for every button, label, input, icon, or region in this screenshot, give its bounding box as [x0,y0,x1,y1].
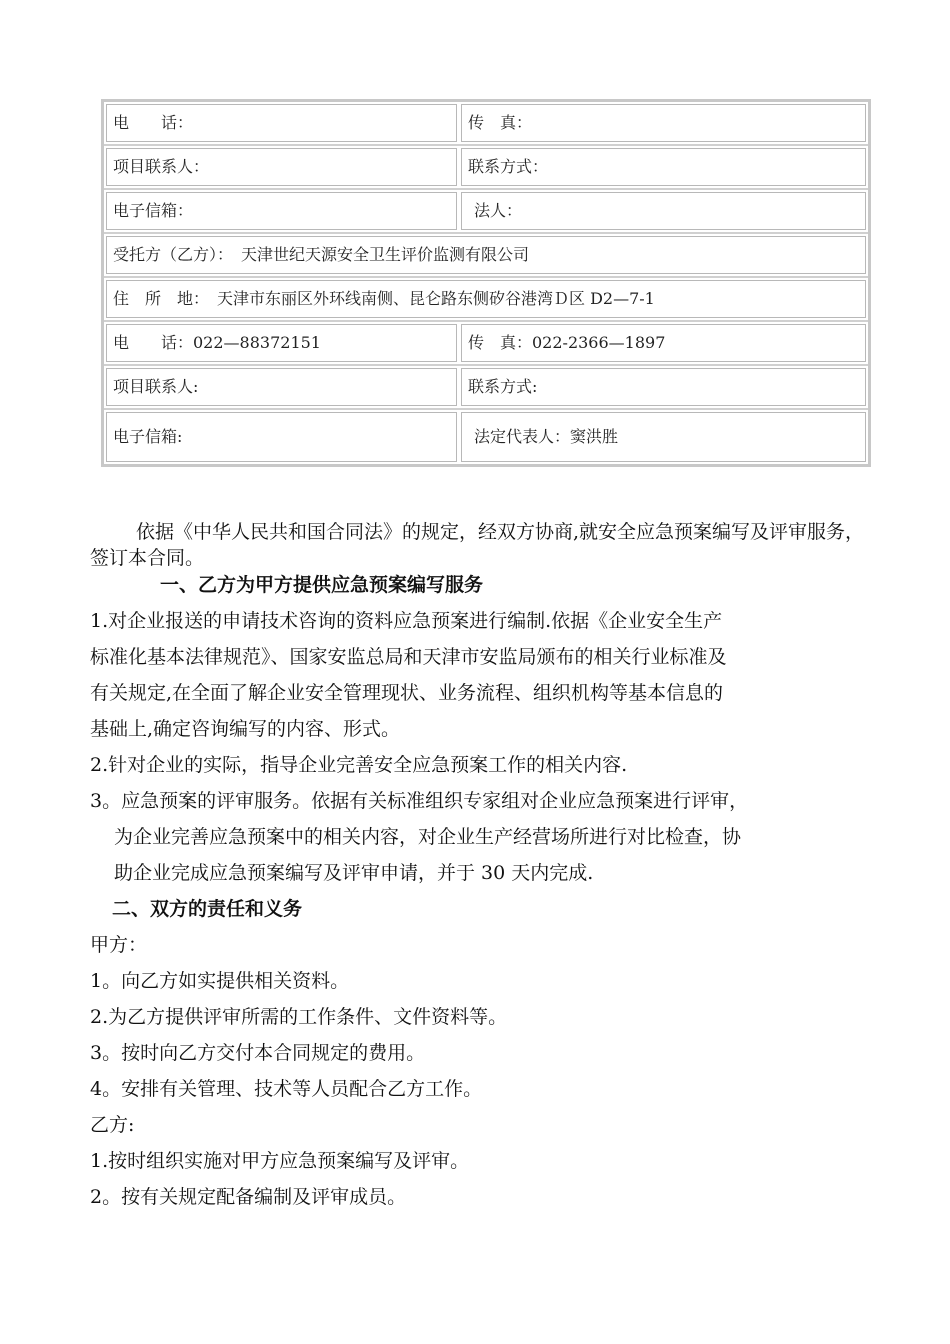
phone-cell: 电 话： [106,104,457,142]
table-row [104,408,868,464]
email-cell-b: 电子信箱: [106,412,457,462]
s1-item1-line: 有关规定,在全面了解企业安全管理现状、业务流程、组织机构等基本信息的 [90,682,724,704]
party-a-item: 1。向乙方如实提供相关资料。 [90,970,350,992]
contact-method-cell-b: 联系方式: [461,368,866,406]
contract-info-table [101,99,871,467]
legal-person-cell: 法人： [461,192,866,230]
s1-item3-line: 3。应急预案的评审服务。依据有关标准组织专家组对企业应急预案进行评审， [90,790,749,812]
email-cell: 电子信箱： [106,192,457,230]
party-b-label: 乙方: [90,1114,135,1136]
contract-body [90,567,870,1215]
table-row [104,102,868,144]
s1-item2: 2.针对企业的实际，指导企业完善安全应急预案工作的相关内容. [90,754,628,776]
party-a-item: 4。安排有关管理、技术等人员配合乙方工作。 [90,1078,483,1100]
party-a-label: 甲方： [90,934,148,956]
phone-cell-b: 电 话：022—88372151 [106,324,457,362]
table-row [104,232,868,276]
contact-person-cell: 项目联系人： [106,148,457,186]
table-row [104,364,868,408]
table-row [104,320,868,364]
intro-paragraph: 依据《中华人民共和国合同法》的规定，经双方协商,就安全应急预案编写及评审服务，签订本合同。 [90,521,865,569]
party-a-item: 2.为乙方提供评审所需的工作条件、文件资料等。 [90,1006,508,1028]
section-2-title: 二、双方的责任和义务 [112,898,303,920]
fax-cell: 传 真： [461,104,866,142]
contact-person-cell-b: 项目联系人: [106,368,457,406]
section-1-title: 一、乙方为甲方提供应急预案编写服务 [160,574,484,596]
contact-method-cell: 联系方式： [461,148,866,186]
party-a-item: 3。按时向乙方交付本合同规定的费用。 [90,1042,426,1064]
s1-item1-line: 标准化基本法律规范》、国家安监总局和天津市安监局颁布的相关行业标准及 [90,646,727,668]
s1-item3-line: 为企业完善应急预案中的相关内容，对企业生产经营场所进行对比检查，协 [114,826,742,848]
table-row [104,188,868,232]
party-b-item: 1.按时组织实施对甲方应急预案编写及评审。 [90,1150,470,1172]
s1-item1-line: 基础上,确定咨询编写的内容、形式。 [90,718,401,740]
s1-item1-line: 1.对企业报送的申请技术咨询的资料应急预案进行编制.依据《企业安全生产 [90,610,723,632]
s1-item3-line: 助企业完成应急预案编写及评审申请，并于 30 天内完成. [114,862,594,884]
fax-cell-b: 传 真：022-2366—1897 [461,324,866,362]
address-cell: 住 所 地： 天津市东丽区外环线南侧、昆仑路东侧矽谷港湾Ｄ区 D2—7-1 [106,280,866,318]
table-row [104,276,868,320]
legal-rep-cell: 法定代表人：窦洪胜 [461,412,866,462]
table-row [104,144,868,188]
trustee-cell: 受托方（乙方）： 天津世纪天源安全卫生评价监测有限公司 [106,236,866,274]
party-b-item: 2。按有关规定配备编制及评审成员。 [90,1186,407,1208]
